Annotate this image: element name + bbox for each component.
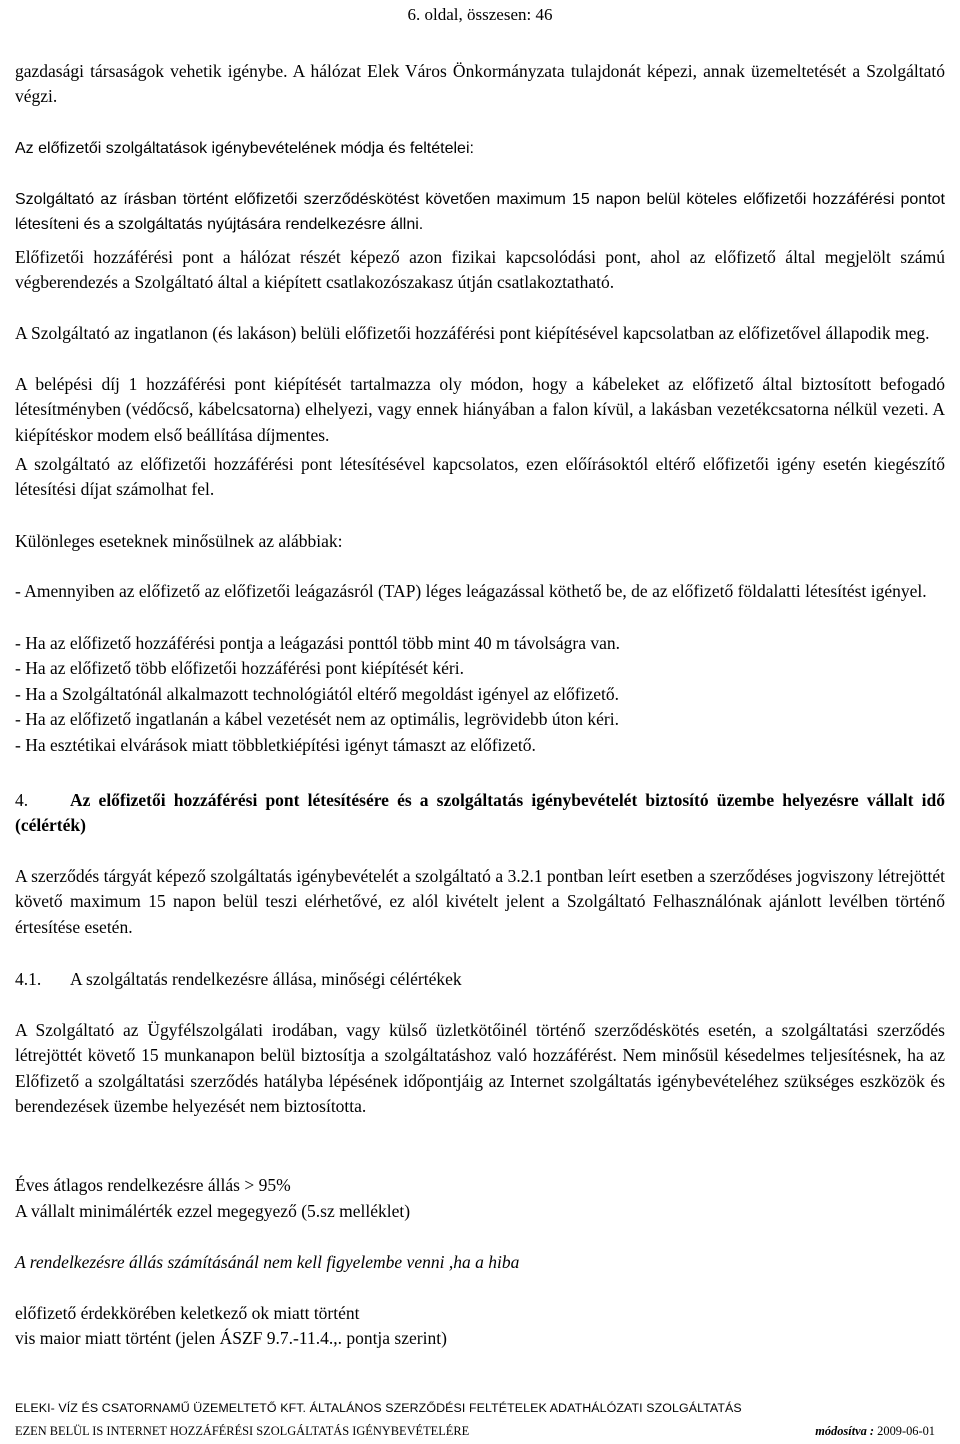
paragraph-extra-fee: A szolgáltató az előfizetői hozzáférési pont létesítésével kapcsolatos, ezen előírásoktól eltérő előfizetői igény esetén kiegészítő létesítési díjat számolhat fel.	[15, 454, 945, 500]
list-item: - Ha esztétikai elvárások miatt többletkiépítési igényt támaszt az előfizető.	[15, 735, 536, 755]
list-item: - Ha az előfizető hozzáférési pontja a leágazási ponttól több mint 40 m távolságra van.	[15, 633, 620, 653]
list-item: - Ha az előfizető több előfizetői hozzáférési pont kiépítését kéri.	[15, 658, 464, 678]
section-heading-4-1	[15, 967, 945, 992]
paragraph-entry-fee: A belépési díj 1 hozzáférési pont kiépítését tartalmazza oly módon, hogy a kábeleket az előfizető által biztosított befogadó létesítményben (védőcső, kábelcsatorna) elhelyezi, vagy ennek hiányában a falon kívül, a lakásban vezetékcsatorna nélkül vezeti. A kiépítéskor modem első beállítása díjmentes.	[15, 374, 945, 445]
paragraph-availability: Éves átlagos rendelkezésre állás > 95%	[15, 1175, 291, 1195]
paragraph-special-cases: Különleges eseteknek minősülnek az alábbiak:	[15, 531, 343, 551]
paragraph-subscriber-cause: előfizető érdekkörében keletkező ok miatt történt	[15, 1303, 360, 1323]
footer-service-text: EZEN BELÜL IS INTERNET HOZZÁFÉRÉSI SZOLGÁLTATÁS IGÉNYBEVÉTELÉRE	[15, 1424, 470, 1438]
paragraph-customer-service: A Szolgáltató az Ügyfélszolgálati irodában, vagy külső üzletkötőinél történő szerződéskötés esetén, a szolgáltatási szerződés létrejöttét követő 15 munkanapon belül biztosítja a szolgáltatáshoz való hozzáférést. Nem minősül késedelmes teljesítésnek, ha az Előfizető a szolgáltatási szerződés hatályba lépésének időpontjáig az Internet szolgáltatás igénybevételéhez szükséges eszközök és berendezések üzembe helyezését nem biztosította.	[15, 1020, 945, 1117]
paragraph-vis-maior: vis maior miatt történt (jelen ÁSZF 9.7.-11.4.,. pontja szerint)	[15, 1328, 447, 1348]
page-number-header: 6. oldal, összesen: 46	[407, 5, 553, 24]
section-number: 4.	[15, 790, 29, 810]
paragraph-contract: A szerződés tárgyát képező szolgáltatás igénybevételét a szolgáltató a 3.2.1 pontban leírt esetben a szerződéses jogviszony létrejöttét követő maximum 15 napon belül teszi elérhetővé, ez alól kivételt jelent a Szolgáltató Felhasználónak ajánlott levélben történő értesítése esetén.	[15, 866, 945, 937]
paragraph-calculation-note: A rendelkezésre állás számításánál nem kell figyelembe venni ,ha a hiba	[15, 1252, 520, 1272]
section-heading-4	[15, 788, 945, 839]
list-item: - Amennyiben az előfizető az előfizetői leágazásról (TAP) léges leágazással köthető be, de az előfizető földalatti létesítést igényel.	[15, 581, 927, 601]
paragraph-service-provider: Szolgáltató az írásban történt előfizetői szerződéskötést követően maximum 15 napon belül köteles előfizetői hozzáférési pontot létesíteni és a szolgáltatás nyújtására rendelkezésre állni.	[15, 191, 945, 234]
list-item: - Ha a Szolgáltatónál alkalmazott technológiától eltérő megoldást igényel az előfizető.	[15, 684, 620, 704]
list-item: - Ha az előfizető ingatlanán a kábel vezetését nem az optimális, legrövidebb úton kéri.	[15, 709, 619, 729]
section-title: A szolgáltatás rendelkezésre állása, minőségi célértékek	[70, 969, 462, 989]
paragraph-conditions-title: Az előfizetői szolgáltatások igénybevételének módja és feltételei:	[15, 140, 474, 157]
section-title: Az előfizetői hozzáférési pont létesítésére és a szolgáltatás igénybevételét biztosító üzembe helyezésre vállalt idő (célérték)	[15, 790, 945, 836]
footer-service-line	[15, 1419, 935, 1444]
footer-modified-label: módosítva :	[815, 1424, 875, 1438]
footer-date-value: 2009-06-01	[877, 1424, 935, 1438]
paragraph-intro: gazdasági társaságok vehetik igénybe. A hálózat Elek Város Önkormányzata tulajdonát képezi, annak üzemeltetését a Szolgáltató végzi.	[15, 61, 945, 107]
paragraph-property: A Szolgáltató az ingatlanon (és lakáson) belüli előfizetői hozzáférési pont kiépítésével kapcsolatban az előfizetővel állapodik meg.	[15, 323, 930, 343]
paragraph-access-point: Előfizetői hozzáférési pont a hálózat részét képező azon fizikai kapcsolódási pont, ahol az előfizető által megjelölt számú végberendezés a Szolgáltató által a kiépített csatlakozószakasz útján csatlakoztatható.	[15, 247, 945, 293]
footer-modified-date	[815, 1419, 935, 1444]
section-number: 4.1.	[15, 969, 42, 989]
footer-company-line: ELEKI- VÍZ ÉS CSATORNAMŰ ÜZEMELTETŐ KFT. ÁLTALÁNOS SZERZŐDÉSI FELTÉTELEK ADATHÁLÓZATI SZOLGÁLTATÁS	[15, 1401, 742, 1415]
paragraph-minimum: A vállalt minimálérték ezzel megegyező (5.sz melléklet)	[15, 1201, 411, 1221]
